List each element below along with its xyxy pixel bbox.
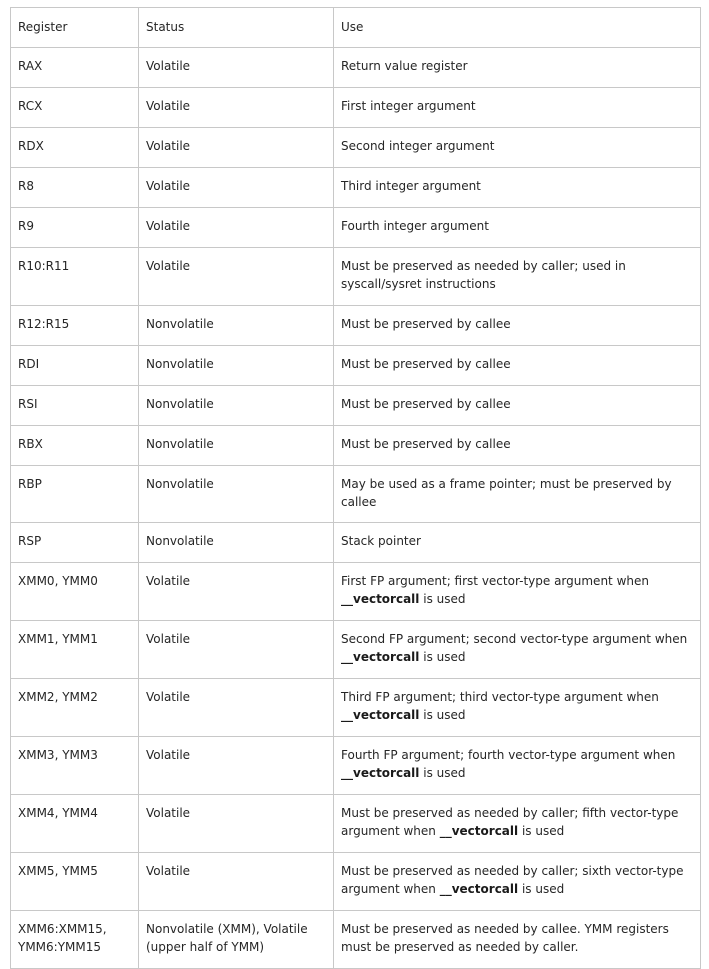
status-cell: Volatile xyxy=(139,168,334,208)
use-text-suffix: is used xyxy=(518,882,565,896)
status-cell: Volatile xyxy=(139,48,334,88)
table-row xyxy=(11,128,701,168)
use-text-suffix: is used xyxy=(419,650,466,664)
use-cell xyxy=(334,621,701,679)
register-cell: RAX xyxy=(11,48,139,88)
status-cell: Nonvolatile xyxy=(139,306,334,346)
header-row xyxy=(11,8,701,48)
use-text: Must be preserved as needed by caller; sixth vector-type argument when xyxy=(341,864,684,896)
register-cell: XMM6:XMM15, YMM6:YMM15 xyxy=(11,911,139,969)
status-cell: Nonvolatile xyxy=(139,386,334,426)
table-row xyxy=(11,795,701,853)
use-text: Third FP argument; third vector-type argument when xyxy=(341,690,659,704)
register-cell: XMM2, YMM2 xyxy=(11,679,139,737)
use-cell: Must be preserved by callee xyxy=(334,306,701,346)
use-cell: Third integer argument xyxy=(334,168,701,208)
header-use: Use xyxy=(334,8,701,48)
use-text-suffix: is used xyxy=(518,824,565,838)
status-cell: Nonvolatile xyxy=(139,523,334,563)
register-cell: RDI xyxy=(11,346,139,386)
use-cell: May be used as a frame pointer; must be preserved by callee xyxy=(334,466,701,523)
header-register: Register xyxy=(11,8,139,48)
register-cell: R8 xyxy=(11,168,139,208)
vectorcall-keyword: __vectorcall xyxy=(439,824,519,838)
status-cell: Volatile xyxy=(139,737,334,795)
vectorcall-keyword: __vectorcall xyxy=(341,592,420,606)
register-cell: RBX xyxy=(11,426,139,466)
use-cell: Second integer argument xyxy=(334,128,701,168)
table-row xyxy=(11,853,701,911)
status-cell: Nonvolatile xyxy=(139,466,334,523)
use-text-suffix: is used xyxy=(419,766,466,780)
use-cell: Must be preserved by callee xyxy=(334,386,701,426)
header-status: Status xyxy=(139,8,334,48)
use-cell: Must be preserved as needed by callee. YMM registers must be preserved as needed by caller. xyxy=(334,911,701,969)
status-cell: Volatile xyxy=(139,88,334,128)
status-cell: Volatile xyxy=(139,621,334,679)
register-cell: R10:R11 xyxy=(11,248,139,306)
use-cell xyxy=(334,679,701,737)
use-text-suffix: is used xyxy=(419,592,466,606)
use-cell: Return value register xyxy=(334,48,701,88)
register-cell: XMM1, YMM1 xyxy=(11,621,139,679)
register-cell: XMM4, YMM4 xyxy=(11,795,139,853)
register-cell: RSI xyxy=(11,386,139,426)
table-row xyxy=(11,346,701,386)
use-text: First FP argument; first vector-type argument when xyxy=(341,574,649,588)
use-text: Second FP argument; second vector-type argument when xyxy=(341,632,688,646)
status-cell: Volatile xyxy=(139,128,334,168)
table-row xyxy=(11,426,701,466)
vectorcall-keyword: __vectorcall xyxy=(341,708,420,722)
use-cell: Fourth integer argument xyxy=(334,208,701,248)
status-cell: Volatile xyxy=(139,853,334,911)
table-row xyxy=(11,523,701,563)
use-cell: Must be preserved by callee xyxy=(334,426,701,466)
table-row xyxy=(11,621,701,679)
status-cell: Volatile xyxy=(139,563,334,621)
status-cell: Nonvolatile (XMM), Volatile (upper half of YMM) xyxy=(139,911,334,969)
table-row xyxy=(11,737,701,795)
status-cell: Volatile xyxy=(139,208,334,248)
register-cell: R9 xyxy=(11,208,139,248)
use-cell: Must be preserved by callee xyxy=(334,346,701,386)
use-text: Fourth FP argument; fourth vector-type argument when xyxy=(341,748,676,762)
use-cell xyxy=(334,853,701,911)
status-cell: Volatile xyxy=(139,795,334,853)
table-row xyxy=(11,208,701,248)
status-cell: Nonvolatile xyxy=(139,346,334,386)
use-cell: Stack pointer xyxy=(334,523,701,563)
register-cell: RBP xyxy=(11,466,139,523)
register-table xyxy=(10,7,701,969)
table-row xyxy=(11,563,701,621)
use-cell: First integer argument xyxy=(334,88,701,128)
table-row xyxy=(11,168,701,208)
register-cell: RCX xyxy=(11,88,139,128)
status-cell: Nonvolatile xyxy=(139,426,334,466)
register-cell: R12:R15 xyxy=(11,306,139,346)
use-cell xyxy=(334,737,701,795)
table-row xyxy=(11,48,701,88)
table-row xyxy=(11,386,701,426)
register-cell: XMM0, YMM0 xyxy=(11,563,139,621)
register-cell: RDX xyxy=(11,128,139,168)
register-cell: RSP xyxy=(11,523,139,563)
status-cell: Volatile xyxy=(139,248,334,306)
table-row xyxy=(11,466,701,523)
vectorcall-keyword: __vectorcall xyxy=(341,650,420,664)
vectorcall-keyword: __vectorcall xyxy=(439,882,519,896)
register-cell: XMM3, YMM3 xyxy=(11,737,139,795)
table-row xyxy=(11,88,701,128)
table-row xyxy=(11,248,701,306)
table-row xyxy=(11,306,701,346)
status-cell: Volatile xyxy=(139,679,334,737)
use-text: Must be preserved as needed by caller; fifth vector-type argument when xyxy=(341,806,679,838)
register-cell: XMM5, YMM5 xyxy=(11,853,139,911)
table-row xyxy=(11,679,701,737)
use-cell xyxy=(334,795,701,853)
vectorcall-keyword: __vectorcall xyxy=(341,766,420,780)
use-cell: Must be preserved as needed by caller; used in syscall/sysret instructions xyxy=(334,248,701,306)
use-cell xyxy=(334,563,701,621)
use-text-suffix: is used xyxy=(419,708,466,722)
